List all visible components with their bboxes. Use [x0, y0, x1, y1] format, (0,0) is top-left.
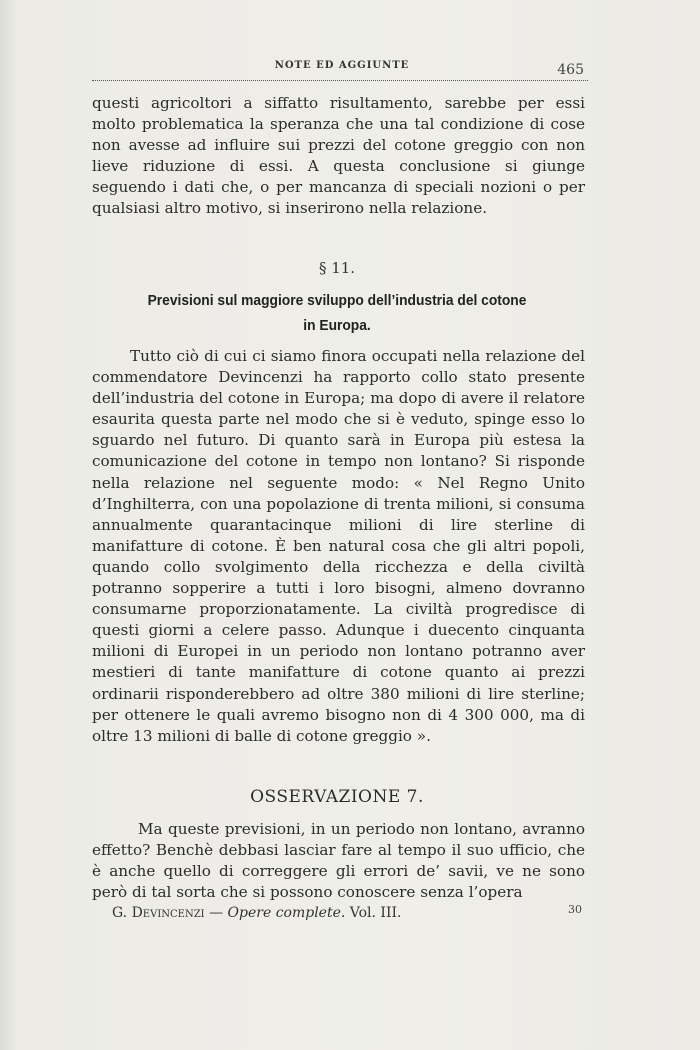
section-number: § 11.: [318, 259, 356, 277]
footer-volume: Vol. III.: [345, 905, 402, 921]
header-rule: [92, 80, 588, 81]
observation-heading: OSSERVAZIONE 7.: [250, 787, 424, 807]
running-title: NOTE ED AGGIUNTE: [274, 60, 410, 71]
footer-citation: [112, 905, 401, 921]
footer-separator: —: [204, 905, 228, 921]
running-header: [92, 58, 592, 80]
section-title-line-2: in Europa.: [303, 317, 371, 334]
page-number: 465: [557, 62, 584, 78]
paragraph-1: questi agricoltori a siffatto risultamento, sarebbe per essi molto problematica la speranza che una tal condizione di cose non avesse ad influire sui prezzi del cotone greggio con non lieve riduzione di essi. A questa conclusione si giunge seguendo i dati che, o per mancanza di speciali nozioni o per qualsiasi altro motivo, si inserirono nella relazione.: [92, 94, 585, 218]
signature-mark: 30: [568, 903, 582, 916]
paragraph-3: Ma queste previsioni, in un periodo non lontano, avranno effetto? Benchè debbasi lasciar fare al tempo il suo ufficio, che è anche quello di correggere gli errori de’ savii, ve ne sono però di tal sorta che si possono conoscere senza l’opera: [92, 820, 585, 902]
section-title-line-1: Previsioni sul maggiore sviluppo dell’industria del cotone: [147, 292, 527, 309]
footer-work: Opere complete.: [227, 905, 346, 921]
section-title: [130, 288, 544, 338]
footer-author: G. Devincenzi: [112, 905, 205, 921]
paragraph-2: Tutto ciò di cui ci siamo finora occupati nella relazione del commendatore Devincenzi ha rapporto collo stato presente dell’industria del cotone in Europa; ma dopo di avere il relatore esaurita questa parte nel modo che si è veduto, spinge esso lo sguardo nel futuro. Di quanto sarà in Europa più estesa la comunicazione del cotone in tempo non lontano? Si risponde nella relazione nel seguente modo: « Nel Regno Unito d’Inghilterra, con una popolazione di trenta milioni, si consuma annualmente quarantacinque milioni di lire sterline di manifatture di cotone. È ben natural cosa che gli altri popoli, quando collo svolgimento della ricchezza e della civiltà potranno sopperire a tutti i loro bisogni, almeno dovranno consumarne proporzionatamente. La civiltà progredisce di questi giorni a celere passo. Adunque i duecento cinquanta milioni di Europei in un periodo non lontano potranno aver mestieri di tante manifatture di cotone quanto ai prezzi ordinarii risponderebbero ad oltre 380 milioni di lire sterline; per ottenere le quali avremo bisogno non di 4 300 000, ma di oltre 13 milioni di balle di cotone greggio ».: [92, 347, 585, 745]
